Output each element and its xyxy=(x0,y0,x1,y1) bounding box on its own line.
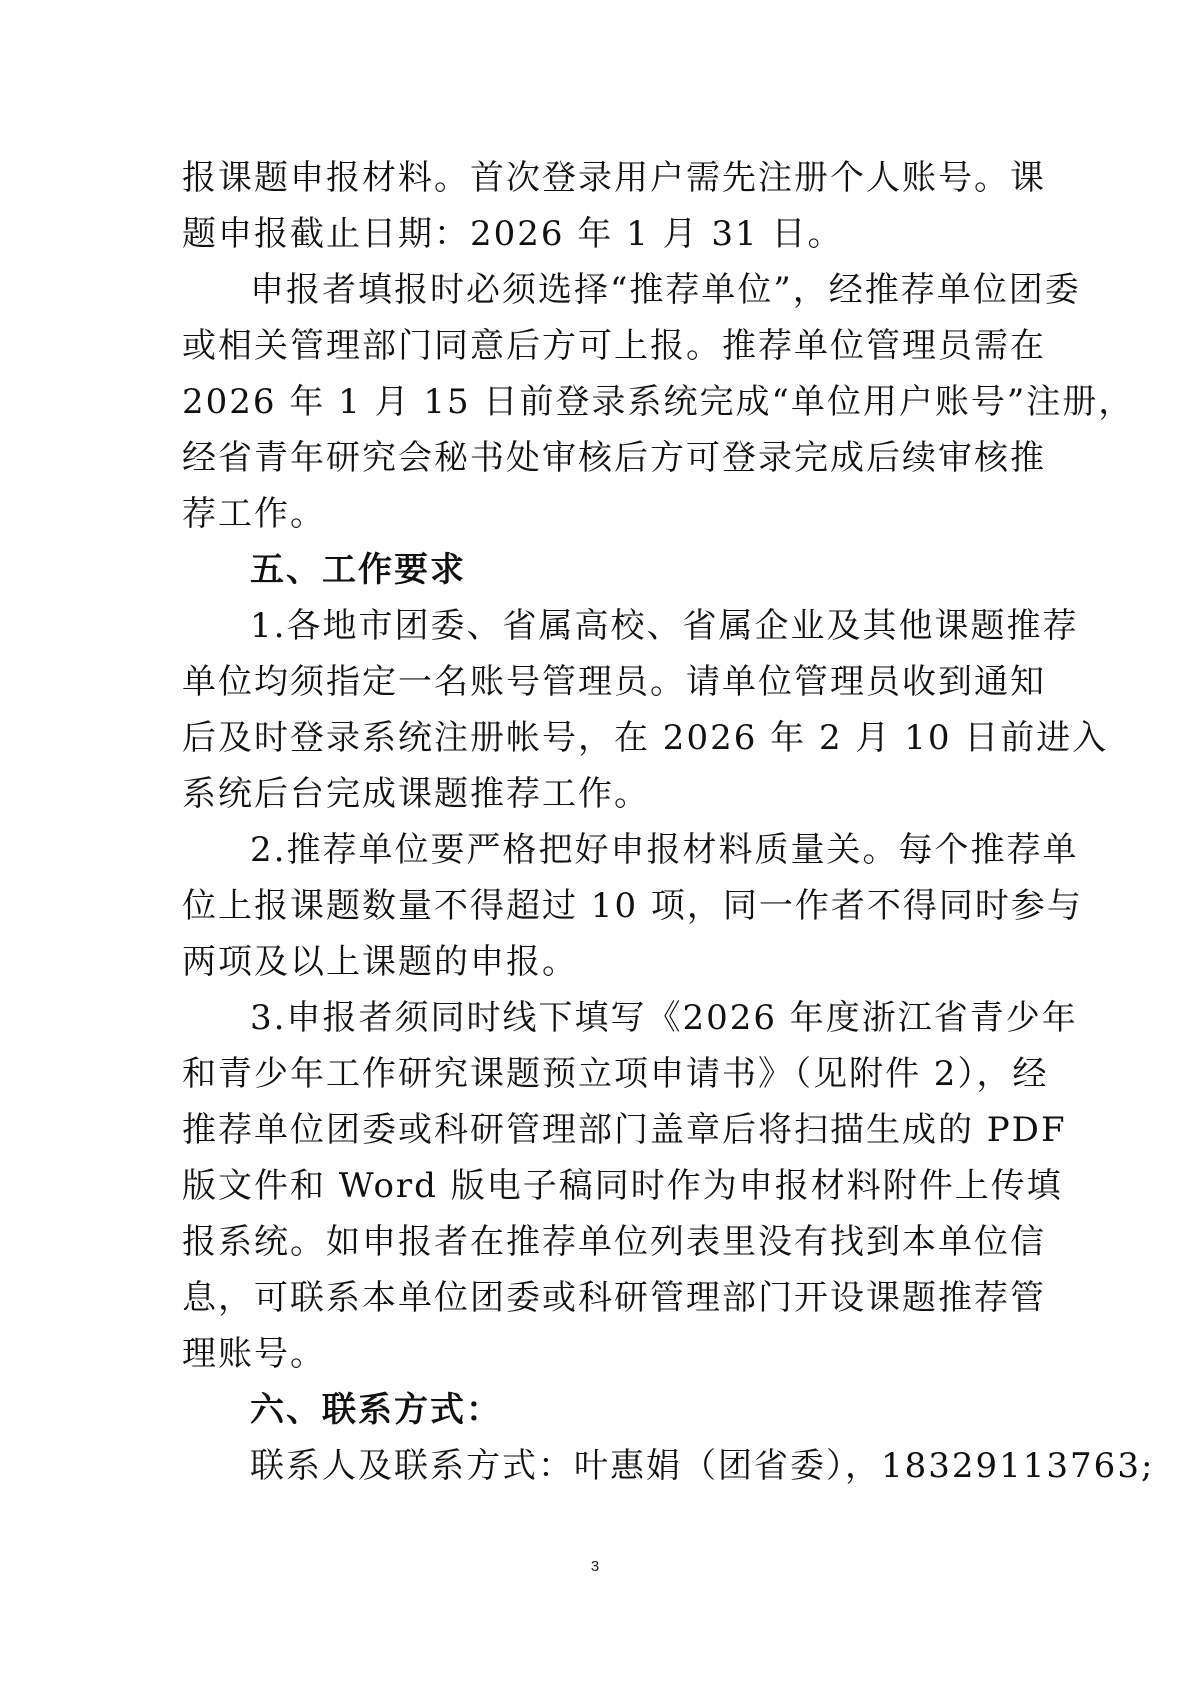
text-line: 或相关管理部门同意后方可上报。推荐单位管理员需在 xyxy=(182,326,1046,366)
document-body xyxy=(182,150,1155,1494)
text-line: 两项及以上课题的申报。 xyxy=(182,942,578,982)
section-heading-work-requirements: 五、工作要求 xyxy=(250,550,466,590)
requirement-item-2 xyxy=(182,822,1083,990)
text-line: 后及时登录系统注册帐号，在 2026 年 2 月 10 日前进入 xyxy=(182,718,1109,758)
text-line: 息，可联系本单位团委或科研管理部门开设课题推荐管 xyxy=(182,1278,1046,1318)
text-line: 报课题申报材料。首次登录用户需先注册个人账号。课 xyxy=(182,158,1046,198)
text-line: 题申报截止日期：2026 年 1 月 31 日。 xyxy=(182,214,844,254)
text-line: 2.推荐单位要严格把好申报材料质量关。每个推荐单 xyxy=(250,830,1079,870)
requirement-item-3 xyxy=(182,990,1078,1382)
text-line: 系统后台完成课题推荐工作。 xyxy=(182,774,650,814)
text-line: 位上报课题数量不得超过 10 项，同一作者不得同时参与 xyxy=(182,886,1083,926)
text-line: 和青少年工作研究课题预立项申请书》（见附件 2），经 xyxy=(182,1054,1049,1094)
text-line: 报系统。如申报者在推荐单位列表里没有找到本单位信 xyxy=(182,1222,1046,1262)
text-line: 版文件和 Word 版电子稿同时作为申报材料附件上传填 xyxy=(182,1166,1063,1206)
section-heading-contact: 六、联系方式： xyxy=(250,1390,502,1430)
text-line: 申报者填报时必须选择“推荐单位”，经推荐单位团委 xyxy=(250,270,1081,310)
text-line: 3.申报者须同时线下填写《2026 年度浙江省青少年 xyxy=(250,998,1078,1038)
text-line: 1.各地市团委、省属高校、省属企业及其他课题推荐 xyxy=(250,606,1079,646)
text-line: 推荐单位团委或科研管理部门盖章后将扫描生成的 PDF xyxy=(182,1110,1067,1150)
paragraph-continued xyxy=(182,150,1046,262)
text-line: 荐工作。 xyxy=(182,494,326,534)
requirement-item-1 xyxy=(182,598,1109,822)
page-number: 3 xyxy=(590,1558,600,1575)
text-line: 经省青年研究会秘书处审核后方可登录完成后续审核推 xyxy=(182,438,1046,478)
contact-line: 联系人及联系方式：叶惠娟（团省委），18329113763; xyxy=(250,1446,1155,1486)
text-line: 2026 年 1 月 15 日前登录系统完成“单位用户账号”注册， xyxy=(182,382,1135,422)
text-line: 单位均须指定一名账号管理员。请单位管理员收到通知 xyxy=(182,662,1046,702)
paragraph-recommend xyxy=(182,262,1135,542)
text-line: 理账号。 xyxy=(182,1334,326,1374)
